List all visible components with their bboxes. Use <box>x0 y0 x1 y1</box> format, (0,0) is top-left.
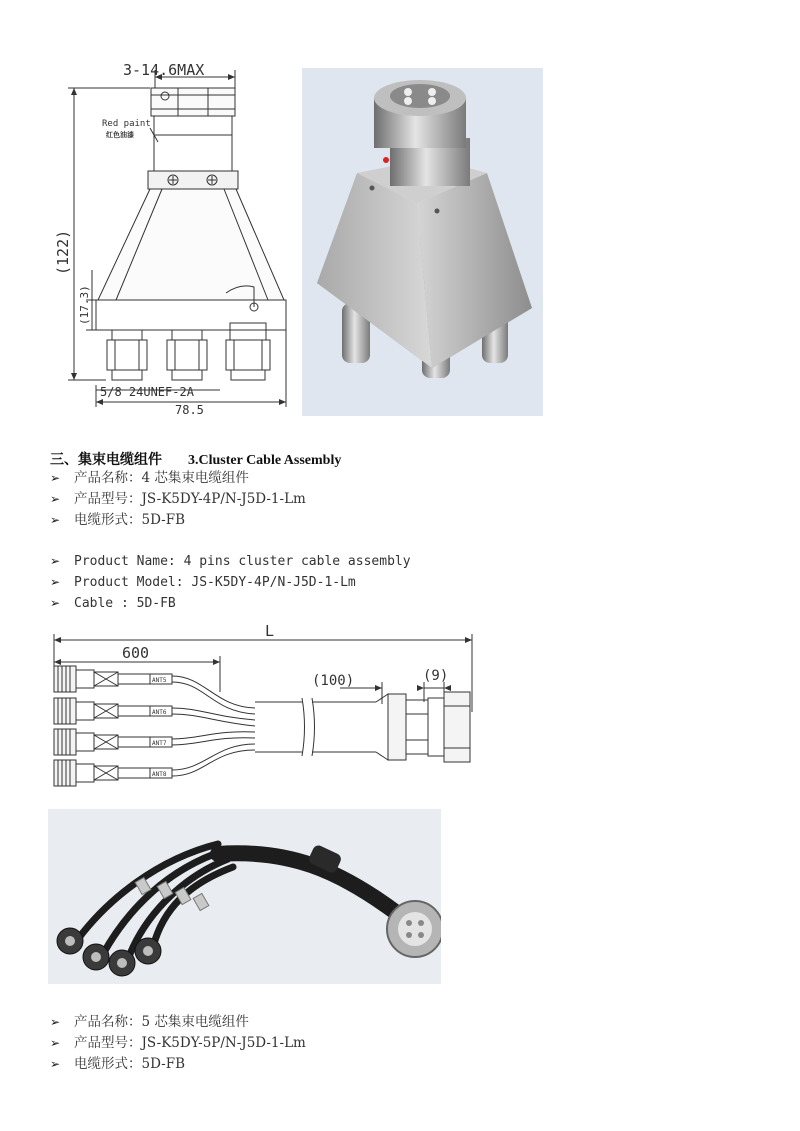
arrowhead-bullet-icon: ➢ <box>50 596 61 610</box>
dim-height-label: (122) <box>54 229 72 275</box>
spec-list-cn-5p <box>50 1012 306 1075</box>
ant-label: ANT7 <box>152 740 167 747</box>
connector-photo <box>302 68 543 416</box>
red-paint-cn-label: 红色油漆 <box>106 131 134 139</box>
dim-9-label: (9) <box>423 668 449 684</box>
arrowhead-bullet-icon: ➢ <box>50 575 61 589</box>
dim-600-label: 600 <box>122 644 150 662</box>
section-heading <box>50 449 341 469</box>
list-item: ➢ 电缆形式：5D-FB <box>50 1054 306 1075</box>
ant-label: ANT6 <box>152 709 167 716</box>
arrowhead-bullet-icon: ➢ <box>50 1057 61 1071</box>
dim-lower-label: (17.3) <box>78 285 91 325</box>
section-title-en: 3.Cluster Cable Assembly <box>188 453 342 468</box>
width-label: 78.5 <box>175 403 204 415</box>
spec-list-en <box>50 551 411 614</box>
arrowhead-bullet-icon: ➢ <box>50 492 61 506</box>
list-item: ➢ Product Model: JS-K5DY-4P/N-J5D-1-Lm <box>50 572 411 593</box>
arrowhead-bullet-icon: ➢ <box>50 471 61 485</box>
dim-100-label: (100) <box>312 673 355 689</box>
arrowhead-bullet-icon: ➢ <box>50 1015 61 1029</box>
list-item: ➢ Product Name: 4 pins cluster cable assembly <box>50 551 411 572</box>
list-item: ➢ 产品型号：JS-K5DY-5P/N-J5D-1-Lm <box>50 1033 306 1054</box>
thread-label: 5/8 24UNEF-2A <box>100 385 194 399</box>
arrowhead-bullet-icon: ➢ <box>50 513 61 527</box>
arrowhead-bullet-icon: ➢ <box>50 554 61 568</box>
list-item: ➢ 产品型号：JS-K5DY-4P/N-J5D-1-Lm <box>50 489 306 510</box>
list-item: ➢ Cable : 5D-FB <box>50 593 411 614</box>
connector-dimension-drawing <box>50 55 295 415</box>
list-item: ➢ 电缆形式：5D-FB <box>50 510 306 531</box>
cluster-cable-drawing <box>40 622 480 787</box>
red-paint-label: Red paint <box>102 119 151 129</box>
dim-L-label: L <box>265 622 275 640</box>
list-item: ➢ 产品名称：5 芯集束电缆组件 <box>50 1012 306 1033</box>
cluster-cable-photo <box>48 809 441 984</box>
ant-label: ANT8 <box>152 771 167 778</box>
spec-list-cn <box>50 468 306 531</box>
arrowhead-bullet-icon: ➢ <box>50 1036 61 1050</box>
list-item: ➢ 产品名称：4 芯集束电缆组件 <box>50 468 306 489</box>
section-title-cn: 三、集束电缆组件 <box>50 452 162 468</box>
dim-top-label: 3-14.6MAX <box>123 61 205 79</box>
ant-label: ANT5 <box>152 677 167 684</box>
